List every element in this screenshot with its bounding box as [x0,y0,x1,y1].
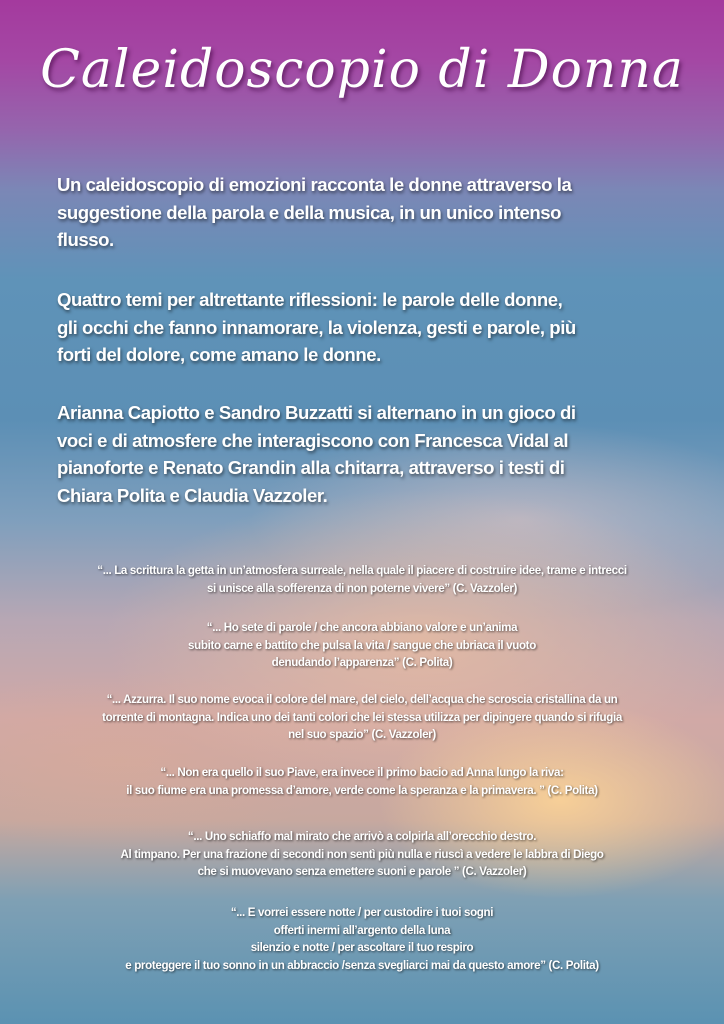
text-line: forti del dolore, come amano le donne. [57,344,381,366]
quote-line: che si muovevano senza emettere suoni e parole ” (C. Vazzoler) [197,865,527,878]
quote-line: il suo fiume era una promessa d’amore, verde come la speranza e la primavera. ” (C. Polita) [126,783,598,797]
text-line: flusso. [57,229,114,251]
quote-line: subito carne e battito che pulsa la vita / sangue che ubriaca il vuoto [188,638,536,652]
quote-line: silenzio e notte / per ascoltare il tuo respiro [250,941,474,954]
themes-paragraph [57,286,697,369]
text-line: Un caleidoscopio di emozioni racconta le donne attraverso la [57,174,572,195]
quote-line: “... E vorrei essere notte / per custodire i tuoi sogni [230,906,494,919]
text-line: suggestione della parola e della musica, in un unico intenso [57,201,562,223]
text-line: pianoforte e Renato Grandin alla chitarra, attraverso i testi di [57,457,565,479]
text-line: Quattro temi per altrettante riflessioni: le parole delle donne, [57,289,563,310]
quote [0,764,724,799]
text-line: Arianna Capiotto e Sandro Buzzatti si alternano in un gioco di [57,402,576,423]
quote-line: denudando l’apparenza” (C. Polita) [271,656,453,669]
quote-line: “... Non era quello il suo Piave, era invece il primo bacio ad Anna lungo la riva: [160,766,564,779]
quote [0,562,724,597]
quote [0,691,724,744]
quote [0,828,724,881]
quote-line: e proteggere il tuo sonno in un abbraccio /senza svegliarci mai da questo amore” (C. Polita) [125,958,599,972]
text-line: Chiara Polita e Claudia Vazzoler. [57,484,328,506]
quote-line: “... Uno schiaffo mal mirato che arrivò a colpirla all’orecchio destro. [187,830,537,843]
performers-paragraph [57,399,697,509]
quote [0,904,724,974]
quote-line: “... La scrittura la getta in un’atmosfera surreale, nella quale il piacere di costruire idee, trame e intrecci [97,564,627,577]
intro-paragraph [57,171,697,254]
poster-title: Caleidoscopio di Donna [40,40,684,100]
quote-line: nel suo spazio” (C. Vazzoler) [288,728,436,741]
quote-line: Al timpano. Per una frazione di secondi non sentì più nulla e riuscì a vedere le labbra di Diego [120,847,604,861]
quote-line: offerti inermi all’argento della luna [273,923,451,937]
quote [0,619,724,672]
quote-line: torrente di montagna. Indica uno dei tanti colori che lei stessa utilizza per dipingere quando si rifugia [102,710,622,724]
quote-line: “... Azzurra. Il suo nome evoca il colore del mare, del cielo, dell’acqua che scroscia cristallina da un [106,693,618,706]
text-line: gli occhi che fanno innamorare, la violenza, gesti e parole, più [57,316,576,338]
quote-line: “... Ho sete di parole / che ancora abbiano valore e un’anima [206,621,518,634]
text-line: voci e di atmosfere che interagiscono con Francesca Vidal al [57,429,569,451]
quote-line: si unisce alla sofferenza di non poterne vivere” (C. Vazzoler) [206,581,518,595]
